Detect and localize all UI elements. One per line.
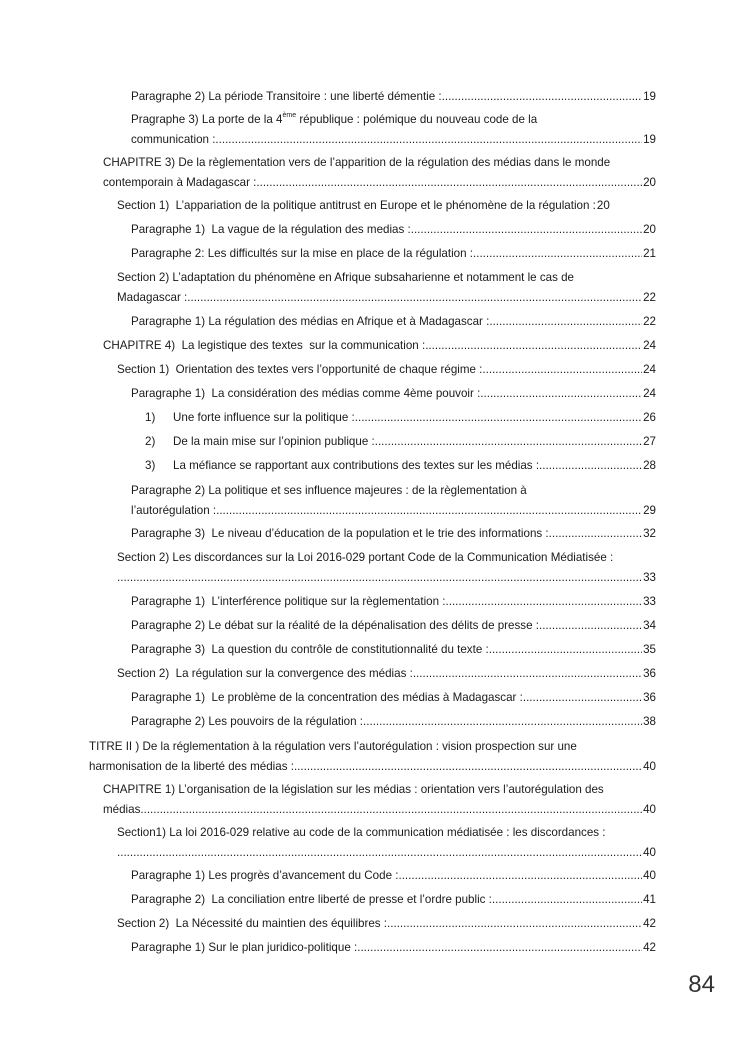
toc-entry-chapitre-1-organisation[interactable]	[103, 780, 656, 820]
toc-entry-page: 40	[643, 869, 656, 882]
toc-entry-page: 35	[643, 643, 656, 656]
toc-entry-title: Paragraphe 1) La régulation des médias en Afrique et à Madagascar :	[131, 315, 490, 328]
toc-entry-item-3-mefiance[interactable]	[145, 456, 656, 476]
toc-entry-paragraphe-3-constitutionnalite[interactable]	[131, 640, 656, 660]
toc-entry-paragraphe-2-pouvoirs[interactable]	[131, 712, 656, 732]
toc-entry-page: 24	[643, 339, 656, 352]
toc-entry-page: 34	[643, 619, 656, 632]
toc-entry-section-2-adaptation-afrique[interactable]	[117, 268, 656, 308]
toc-entry-title-cont: l’autorégulation :	[131, 504, 217, 517]
toc-entry-title-cont: communication :	[131, 133, 216, 146]
toc-entry-section-2-discordances-loi[interactable]	[117, 548, 656, 588]
toc-entry-title: CHAPITRE 3) De la règlementation vers de l’apparition de la régulation des médias dans le monde	[103, 156, 611, 169]
toc-entry-paragraphe-1-regulation-afrique[interactable]	[131, 312, 656, 332]
toc-entry-title-cont: contemporain à Madagascar :	[103, 176, 257, 189]
toc-entry-paragraphe-1-progres-code[interactable]	[131, 866, 656, 886]
toc-entry-paragraphe-2-politique-influence[interactable]	[131, 481, 656, 521]
toc-entry-page: 42	[643, 917, 656, 930]
toc-entry-title: Paragraphe 1) L’interférence politique sur la règlementation :	[131, 595, 446, 608]
toc-entry-title: Paragraphe 2) La politique et ses influence majeures : de la règlementation à	[131, 484, 527, 497]
toc-entry-title: Section 2) L’adaptation du phénomène en Afrique subsaharienne et notamment le cas de	[117, 271, 574, 284]
toc-entry-page: 21	[643, 247, 656, 260]
toc-entry-chapitre-3[interactable]	[103, 153, 656, 193]
toc-entry-title: Paragraphe 1) Les progrès d’avancement du Code :	[131, 869, 399, 882]
toc-entry-paragraphe-1-4eme-pouvoir[interactable]	[131, 384, 656, 404]
toc-entry-paragraphe-2-difficultes[interactable]	[131, 244, 656, 264]
toc-entry-title: Paragraphe 1) La vague de la régulation des medias :	[131, 223, 411, 236]
toc-entry-page: 24	[643, 387, 656, 400]
toc-entry-title: Paragraphe 2) Le débat sur la réalité de la dépénalisation des délits de presse :	[131, 619, 539, 632]
toc-entry-titre-2[interactable]	[89, 737, 656, 777]
toc-entry-title: Section 2) Les discordances sur la Loi 2016-029 portant Code de la Communication Médiatisée :	[117, 551, 614, 564]
toc-entry-title: Paragraphe 2: Les difficultés sur la mise en place de la régulation :	[131, 247, 474, 260]
toc-entry-page: 32	[643, 527, 656, 540]
toc-entry-page: 33	[643, 571, 656, 584]
toc-entry-page: 36	[643, 691, 656, 704]
toc-entry-page: 22	[643, 315, 656, 328]
toc-entry-title: TITRE II ) De la réglementation à la régulation vers l’autorégulation : vision prospection sur une	[89, 740, 577, 753]
toc-entry-page: 24	[643, 363, 656, 376]
toc-entry-section-1-orientation-textes[interactable]	[117, 360, 656, 380]
toc-entry-chapitre-4[interactable]	[103, 336, 656, 356]
toc-entry-paragraphe-1-juridico-politique[interactable]	[131, 938, 656, 958]
toc-entry-title: Paragraphe 2) La période Transitoire : une liberté démentie :	[131, 90, 442, 103]
toc-entry-paragraphe-2-depenalisation[interactable]	[131, 616, 656, 636]
list-number: 3)	[145, 459, 156, 472]
toc-entry-page: 20	[643, 176, 656, 189]
toc-entry-title: Paragraphe 3) La question du contrôle de constitutionnalité du texte :	[131, 643, 489, 656]
toc-entry-title: De la main mise sur l’opinion publique :	[173, 435, 375, 448]
toc-entry-title: Section 1) Orientation des textes vers l’opportunité de chaque régime :	[117, 363, 483, 376]
toc-entry-page: 41	[643, 893, 656, 906]
toc-entry-item-1-forte-influence[interactable]	[145, 408, 656, 428]
toc-entry-title: CHAPITRE 4) La legistique des textes sur la communication :	[103, 339, 426, 352]
toc-entry-page: 42	[643, 941, 656, 954]
toc-entry-page: 33	[643, 595, 656, 608]
toc-entry-paragraphe-1-interference[interactable]	[131, 592, 656, 612]
toc-entry-page: 36	[643, 667, 656, 680]
toc-entry-page: 27	[643, 435, 656, 448]
toc-entry-paragraphe-2-periode-transitoire[interactable]	[131, 87, 656, 107]
toc-entry-paragraphe-2-conciliation[interactable]	[131, 890, 656, 910]
toc-entry-section-2-convergence[interactable]	[117, 664, 656, 684]
toc-entry-paragraphe-3-niveau-education[interactable]	[131, 524, 656, 544]
toc-entry-paragraphe-1-vague-regulation[interactable]	[131, 220, 656, 240]
toc-entry-page: 22	[643, 291, 656, 304]
toc-entry-page: 40	[643, 803, 656, 816]
toc-entry-title: Une forte influence sur la politique :	[173, 411, 355, 424]
list-number: 1)	[145, 411, 156, 424]
toc-entry-page: 29	[643, 504, 656, 517]
toc-entry-title: Paragraphe 3) Le niveau d’éducation de la population et le trie des informations :	[131, 527, 549, 540]
toc-entry-title: Section 2) La régulation sur la convergence des médias :	[117, 667, 413, 680]
page-number: 84	[688, 971, 715, 998]
toc-entry-title: Section 1) L’appariation de la politique antitrust en Europe et le phénomène de la régulation :	[117, 199, 596, 212]
toc-entry-title-cont: médias	[103, 803, 141, 816]
toc-entry-title-cont: Madagascar :	[117, 291, 188, 304]
toc-entry-page: 20	[596, 199, 610, 212]
toc-entry-page: 26	[643, 411, 656, 424]
toc-entry-title: Pragraphe 3) La porte de la 4ème république : polémique du nouveau code de la	[131, 112, 538, 126]
toc-entry-page: 40	[643, 760, 656, 773]
toc-entry-title: CHAPITRE 1) L’organisation de la législation sur les médias : orientation vers l’autorégulation des	[103, 783, 604, 796]
toc-entry-page: 38	[643, 715, 656, 728]
toc-entry-section-1-politique-antitrust[interactable]	[117, 196, 656, 216]
toc-entry-title: Section1) La loi 2016-029 relative au code de la communication médiatisée : les discordances :	[117, 826, 606, 839]
toc-entry-page: 40	[643, 846, 656, 859]
toc-entry-title: Paragraphe 1) La considération des médias comme 4ème pouvoir :	[131, 387, 481, 400]
toc-entry-page: 19	[643, 90, 656, 103]
toc-entry-title: Section 2) La Nécessité du maintien des équilibres :	[117, 917, 388, 930]
toc-entry-title-cont: harmonisation de la liberté des médias :	[89, 760, 294, 773]
toc-entry-section-1-loi-2016-029[interactable]	[117, 823, 656, 863]
toc-entry-title: Paragraphe 1) Le problème de la concentration des médias à Madagascar :	[131, 691, 523, 704]
toc-entry-title: Paragraphe 2) Les pouvoirs de la régulation :	[131, 715, 364, 728]
toc-entry-page: 28	[643, 459, 656, 472]
toc-entry-title: Paragraphe 2) La conciliation entre liberté de presse et l’ordre public :	[131, 893, 492, 906]
toc-entry-page: 19	[643, 133, 656, 146]
toc-entry-paragraphe-1-concentration[interactable]	[131, 688, 656, 708]
toc-entry-title: Paragraphe 1) Sur le plan juridico-politique :	[131, 941, 358, 954]
toc-entry-section-2-necessite-equilibres[interactable]	[117, 914, 656, 934]
toc-entry-paragraphe-3-porte-4eme-republique[interactable]	[131, 110, 656, 150]
toc-entry-title: La méfiance se rapportant aux contributions des textes sur les médias :	[173, 459, 540, 472]
list-number: 2)	[145, 435, 156, 448]
toc-entry-item-2-main-mise[interactable]	[145, 432, 656, 452]
toc-entry-page: 20	[643, 223, 656, 236]
